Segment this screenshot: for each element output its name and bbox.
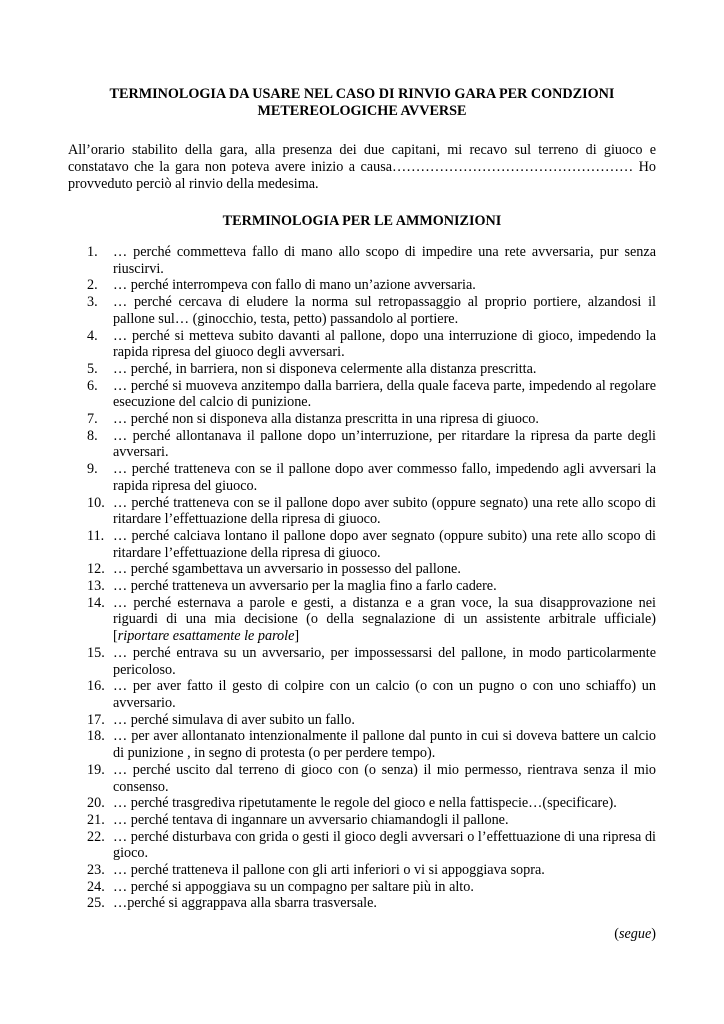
- list-item-text: … per aver fatto il gesto di colpire con un calcio (o con un pugno o con uno schiaffo) un avversario.: [113, 678, 656, 711]
- list-item-text: … perché tratteneva con se il pallone dopo aver subito (oppure segnato) una rete allo scopo di ritardare l’effettuazione della ripresa di giuoco.: [113, 494, 656, 528]
- list-item-number: 1.: [87, 244, 98, 260]
- list-item-number: 13.: [87, 578, 105, 595]
- list-item-text: … perché interrompeva con fallo di mano un’azione avversaria.: [113, 277, 476, 294]
- ammonizioni-list: [68, 244, 656, 912]
- list-item-number: 11.: [87, 527, 105, 544]
- list-item-number: 25.: [87, 895, 105, 912]
- list-item-text: … perché tratteneva un avversario per la maglia fino a farlo cadere.: [113, 578, 497, 595]
- list-item-text: … perché trasgrediva ripetutamente le regole del gioco e nella fattispecie…(specificare).: [113, 795, 617, 812]
- title-line-2: METEREOLOGICHE AVVERSE: [257, 103, 467, 119]
- list-item: [68, 879, 656, 896]
- list-item-text: … perché si muoveva anzitempo dalla barriera, della quale faceva parte, impedendo al regolare esecuzione del calcio di punizione.: [113, 377, 656, 411]
- list-item: [68, 762, 656, 795]
- list-item-text: … perché cercava di eludere la norma sul retropassaggio al proprio portiere, alzandosi il pallone sul… (ginocchio, testa, petto) passandolo al portiere.: [113, 294, 656, 327]
- list-item-number: 16.: [87, 678, 105, 695]
- list-item-number: 22.: [87, 828, 105, 845]
- list-item: [68, 829, 656, 862]
- list-item-text: … perché uscito dal terreno di gioco con (o senza) il mio permesso, rientrava senza il mio consenso.: [113, 761, 656, 795]
- list-item-number: 19.: [87, 761, 105, 778]
- list-item-number: 21.: [87, 811, 105, 828]
- list-item-text: … perché calciava lontano il pallone dopo aver segnato (oppure subito) una rete allo scopo di ritardare l’effettuazione della ripresa di giuoco.: [113, 527, 656, 561]
- list-item-text: … perché sgambettava un avversario in possesso del pallone.: [113, 561, 461, 578]
- list-item: [68, 277, 656, 294]
- list-item-number: 10.: [87, 494, 105, 511]
- list-item-number: 24.: [87, 878, 105, 895]
- list-item-tail: ]: [294, 628, 300, 645]
- footer-segue: segue: [618, 926, 652, 942]
- list-item-number: 17.: [87, 711, 105, 728]
- list-item: [68, 728, 656, 761]
- list-item: [68, 244, 656, 277]
- list-item-text: … perché disturbava con grida o gesti il gioco degli avversari o l’effettuazione di una ripresa di gioco.: [113, 828, 656, 862]
- list-item-number: 15.: [87, 644, 105, 661]
- list-item-text: … perché, in barriera, non si disponeva celermente alla distanza prescritta.: [113, 360, 537, 377]
- list-item: [68, 361, 656, 378]
- list-item: [68, 411, 656, 428]
- list-item-text: … perché tentava di ingannare un avversario chiamandogli il pallone.: [113, 811, 509, 828]
- list-item-number: 6.: [87, 377, 98, 394]
- document-page: [68, 86, 656, 912]
- list-item-text: …perché si aggrappava alla sbarra trasversale.: [113, 895, 377, 912]
- list-item: [68, 678, 656, 711]
- intro-paragraph: All’orario stabilito della gara, alla presenza dei due capitani, mi recavo sul terreno di giuoco e constatavo che la gara non poteva avere inizio a causa…………………………………………… Ho provveduto perciò al rinvio della medesima.: [68, 142, 656, 192]
- list-item: [68, 795, 656, 812]
- list-item-text: … perché si metteva subito davanti al pallone, dopo una interruzione di gioco, impedendo la rapida ripresa del giuoco degli avversari.: [113, 327, 656, 361]
- list-item-text: … perché si appoggiava su un compagno per saltare più in alto.: [113, 878, 474, 895]
- list-item: [68, 328, 656, 361]
- list-item-number: 9.: [87, 461, 98, 478]
- document-title: [68, 86, 656, 120]
- list-item-text: … perché simulava di aver subito un fallo.: [113, 711, 355, 728]
- list-item-number: 8.: [87, 427, 98, 444]
- section-subtitle: TERMINOLOGIA PER LE AMMONIZIONI: [222, 213, 502, 229]
- list-item-text: … perché tratteneva con se il pallone dopo aver commesso fallo, impedendo agli avversari la rapida ripresa del giuoco.: [113, 461, 656, 494]
- list-item: [68, 862, 656, 879]
- list-item-number: 4.: [87, 327, 98, 344]
- list-item-number: 7.: [87, 411, 98, 428]
- list-item-text: … per aver allontanato intenzionalmente il pallone dal punto in cui si doveva battere un calcio di punizione , in segno di protesta (o per perdere tempo).: [113, 728, 656, 762]
- list-item: [68, 495, 656, 528]
- list-item-text: … perché non si disponeva alla distanza prescritta in una ripresa di giuoco.: [113, 411, 539, 428]
- list-item: [68, 895, 656, 912]
- list-item-number: 14.: [87, 594, 105, 611]
- list-item-text: … perché tratteneva il pallone con gli arti inferiori o vi si appoggiava sopra.: [113, 862, 545, 879]
- list-item-number: 20.: [87, 795, 105, 812]
- continuation-note: [614, 926, 656, 943]
- list-item-number: 2.: [87, 277, 98, 294]
- list-item: [68, 712, 656, 729]
- list-item-text: … perché allontanava il pallone dopo un’interruzione, per ritardare la ripresa da parte degli avversari.: [113, 427, 656, 461]
- list-item: [68, 461, 656, 494]
- title-line-1: TERMINOLOGIA DA USARE NEL CASO DI RINVIO GARA PER CONDZIONI: [109, 86, 615, 102]
- footer-close-paren: ): [651, 926, 656, 942]
- list-item: [68, 561, 656, 578]
- list-item-number: 23.: [87, 862, 105, 879]
- list-item: [68, 294, 656, 327]
- list-item: [68, 645, 656, 678]
- list-item: [68, 578, 656, 595]
- list-item-note: riportare esattamente le parole: [117, 628, 295, 645]
- list-item-number: 12.: [87, 561, 105, 578]
- list-item: [68, 595, 656, 645]
- list-item: [68, 812, 656, 829]
- list-item-text: … perché esternava a parole e gesti, a distanza e a gran voce, la sua disapprovazione nei riguardi di una mia decisione (o della segnalazione di un assistente arbitrale ufficiale) [: [113, 594, 656, 645]
- list-item-number: 18.: [87, 728, 105, 745]
- footer-open-paren: (: [614, 926, 619, 942]
- list-item-number: 3.: [87, 294, 98, 311]
- list-item: [68, 378, 656, 411]
- list-item: [68, 428, 656, 461]
- list-item-text: … perché commetteva fallo di mano allo scopo di impedire una rete avversaria, pur senza riuscirvi.: [113, 244, 656, 277]
- list-item: [68, 528, 656, 561]
- list-item-number: 5.: [87, 360, 98, 377]
- list-item-text: … perché entrava su un avversario, per impossessarsi del pallone, in modo particolarmente pericoloso.: [113, 644, 656, 678]
